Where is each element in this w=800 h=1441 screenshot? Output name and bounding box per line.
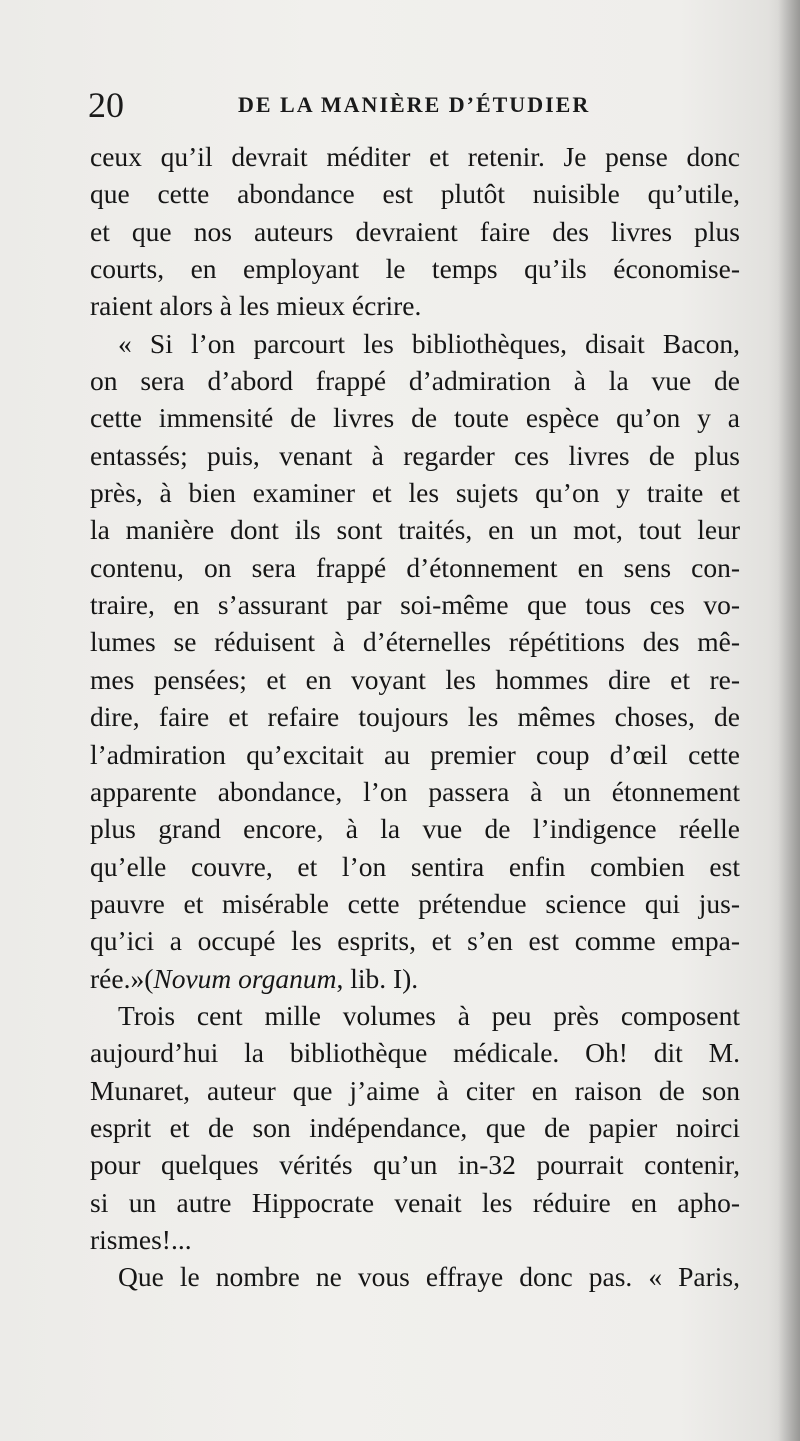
running-head: DE LA MANIÈRE D’ÉTUDIER: [238, 92, 591, 117]
citation-line: [90, 960, 740, 997]
text-line: pauvre et misérable cette prétendue science qui jus-: [90, 887, 740, 919]
text-line: « Si l’on parcourt les bibliothèques, disait Bacon,: [118, 327, 740, 359]
text-line: Munaret, auteur que j’aime à citer en raison de son: [90, 1074, 740, 1106]
text-line: et que nos auteurs devraient faire des livres plus: [90, 215, 740, 247]
page-edge-shadow: [778, 0, 800, 1441]
page-header: [88, 82, 748, 128]
citation-close: , lib. I).: [336, 962, 419, 994]
text-line: si un autre Hippocrate venait les réduire en apho-: [90, 1186, 740, 1218]
text-line: Que le nombre ne vous effraye donc pas. « Paris,: [118, 1261, 740, 1293]
text-line: près, à bien examiner et les sujets qu’on y traite et: [90, 477, 740, 509]
text-line: lumes se réduisent à d’éternelles répétitions des mê-: [90, 626, 740, 658]
text-line: qu’elle couvre, et l’on sentira enfin combien est: [90, 850, 740, 882]
text-line: contenu, on sera frappé d’étonnement en sens con-: [90, 551, 740, 583]
text-line: traire, en s’assurant par soi-même que tous ces vo-: [90, 589, 740, 621]
text-line: Trois cent mille volumes à peu près composent: [118, 999, 740, 1031]
text-line: dire, faire et refaire toujours les mêmes choses, de: [90, 701, 740, 733]
text-line: pour quelques vérités qu’un in-32 pourrait contenir,: [90, 1149, 740, 1181]
text-line: apparente abondance, l’on passera à un étonnement: [90, 775, 740, 807]
text-line: que cette abondance est plutôt nuisible qu’utile,: [90, 178, 740, 210]
text-line: rismes!...: [90, 1223, 192, 1255]
text-line: la manière dont ils sont traités, en un mot, tout leur: [90, 514, 740, 546]
text-line: l’admiration qu’excitait au premier coup d’œil cette: [90, 738, 740, 770]
text-line: courts, en employant le temps qu’ils économise-: [90, 253, 740, 285]
page-number: 20: [88, 85, 124, 125]
citation-open: rée.»(: [90, 962, 154, 994]
body-text: [90, 138, 740, 1296]
text-line: mes pensées; et en voyant les hommes dire et re-: [90, 663, 740, 695]
text-line: aujourd’hui la bibliothèque médicale. Oh! dit M.: [90, 1037, 740, 1069]
text-line: cette immensité de livres de toute espèce qu’on y a: [90, 402, 740, 434]
text-line: on sera d’abord frappé d’admiration à la vue de: [90, 365, 740, 397]
text-line: qu’ici a occupé les esprits, et s’en est comme empa-: [90, 925, 740, 957]
text-line: esprit et de son indépendance, que de papier noirci: [90, 1111, 740, 1143]
text-line: plus grand encore, à la vue de l’indigence réelle: [90, 813, 740, 845]
text-line: raient alors à les mieux écrire.: [90, 290, 422, 322]
text-line: entassés; puis, venant à regarder ces livres de plus: [90, 439, 740, 471]
citation-title: Novum organum: [153, 962, 337, 994]
text-line: ceux qu’il devrait méditer et retenir. Je pense donc: [90, 141, 740, 172]
